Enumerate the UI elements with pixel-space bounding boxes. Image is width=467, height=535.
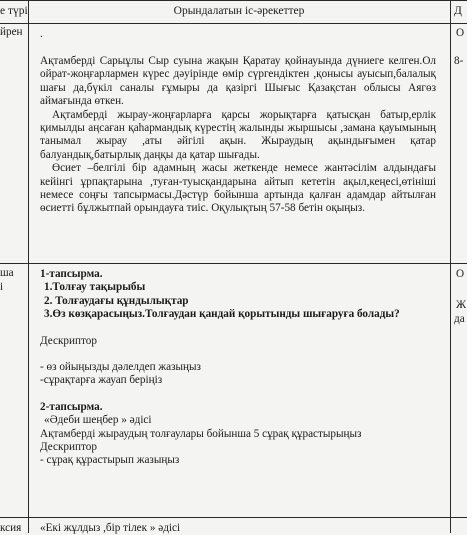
row1-text <box>40 55 436 216</box>
table-column-divider <box>28 0 29 533</box>
descriptor1-title: Дескриптор <box>40 334 97 347</box>
descriptor2-title: Дескриптор <box>40 441 97 454</box>
row2-resource: О <box>456 268 465 280</box>
task1-item: 2. Толғаудағы құндылықтар <box>44 294 189 307</box>
row1-resource-number: 8- <box>454 55 464 67</box>
task2-title: 2-тапсырма. <box>40 400 103 413</box>
row2-resource-c: да <box>454 313 465 325</box>
row1-activity-type: йрен <box>0 26 23 38</box>
row2-tasks <box>40 268 444 468</box>
table-row-divider <box>0 263 467 264</box>
paragraph-poet: Ақтамберді жырау-жоңғарларға қарсы жорықтарға қатысқан батыр,ерлік қимылды аңсаған қаһармандық күрестің жалынды жыршысы ,замана қауымының танымал жырау ,аты әйгілі ақын. Жыраудың ақындығымен қатар балуандық,батырлық даңқы да қатар шығады. <box>40 108 436 161</box>
task1-item: 3.Өз көзқарасыңыз.Толғаудан қандай қорытынды шығаруға болады? <box>44 308 400 321</box>
table-row-divider <box>0 23 467 24</box>
descriptor2-item: - сұрақ құрастырып жазыңыз <box>40 454 180 467</box>
descriptor1-item: - өз ойыңызды дәлелдеп жазыңыз <box>40 361 201 374</box>
table-row-divider <box>0 0 467 1</box>
row1-dot: . <box>40 28 43 40</box>
row2-activity-type: ша <box>0 267 14 279</box>
task2-method: «Әдеби шеңбер » әдісі <box>44 414 152 427</box>
task2-text: Ақтамберді жыраудың толғаулары бойынша 5 сұрақ құрастырыңыз <box>40 427 362 440</box>
row2-activity-type-b: і <box>0 281 4 293</box>
table-column-divider <box>450 0 451 533</box>
task1-item: 1.Толғау тақырыбы <box>44 281 146 294</box>
row3-activity-type: ксия <box>0 522 22 534</box>
descriptor1-item: -сұрақтарға жауап беріңіз <box>40 374 163 387</box>
header-resources: Д <box>454 5 462 17</box>
header-activity-type: е түрі <box>0 5 28 17</box>
table-row-divider <box>0 517 467 518</box>
row1-resource: О <box>456 27 465 39</box>
paragraph-biography: Ақтамберді Сарыұлы Сыр суына жақын Қаратау қойнауында дүниеге келген.Ол ойрат-жоңғарлармен күрес дәуірінде өмір сүргендіктен ,қонысы ауысып,балалық шағы да,бүкіл саналы ғұмыры да қазіргі Шығыс Қазақстан облысы Аягөз аймағында өткен. <box>40 55 436 108</box>
header-actions: Орындалатын іс-әрекеттер <box>173 5 305 17</box>
row2-resource-b: Ж <box>456 299 467 311</box>
row3-method: «Екі жұлдыз ,бір тілек » әдісі <box>40 522 181 534</box>
task1-title: 1-тапсырма. <box>40 268 103 280</box>
paragraph-testament: Өсиет –белгілі бір адамның жасы жеткенде немесе жантәсілім алдындағы кейінгі ұрпақтарына ,туған-туысқандарына айтып кететін ақыл,кеңесі,өтініші немесе соңғы тапсырмасы.Дәстүр бойынша артында қалған адамдар айтылған өсиетті бұлжытпай орындауға тиіс. Оқулықтың 57-58 бетін оқыңыз. <box>40 162 436 215</box>
